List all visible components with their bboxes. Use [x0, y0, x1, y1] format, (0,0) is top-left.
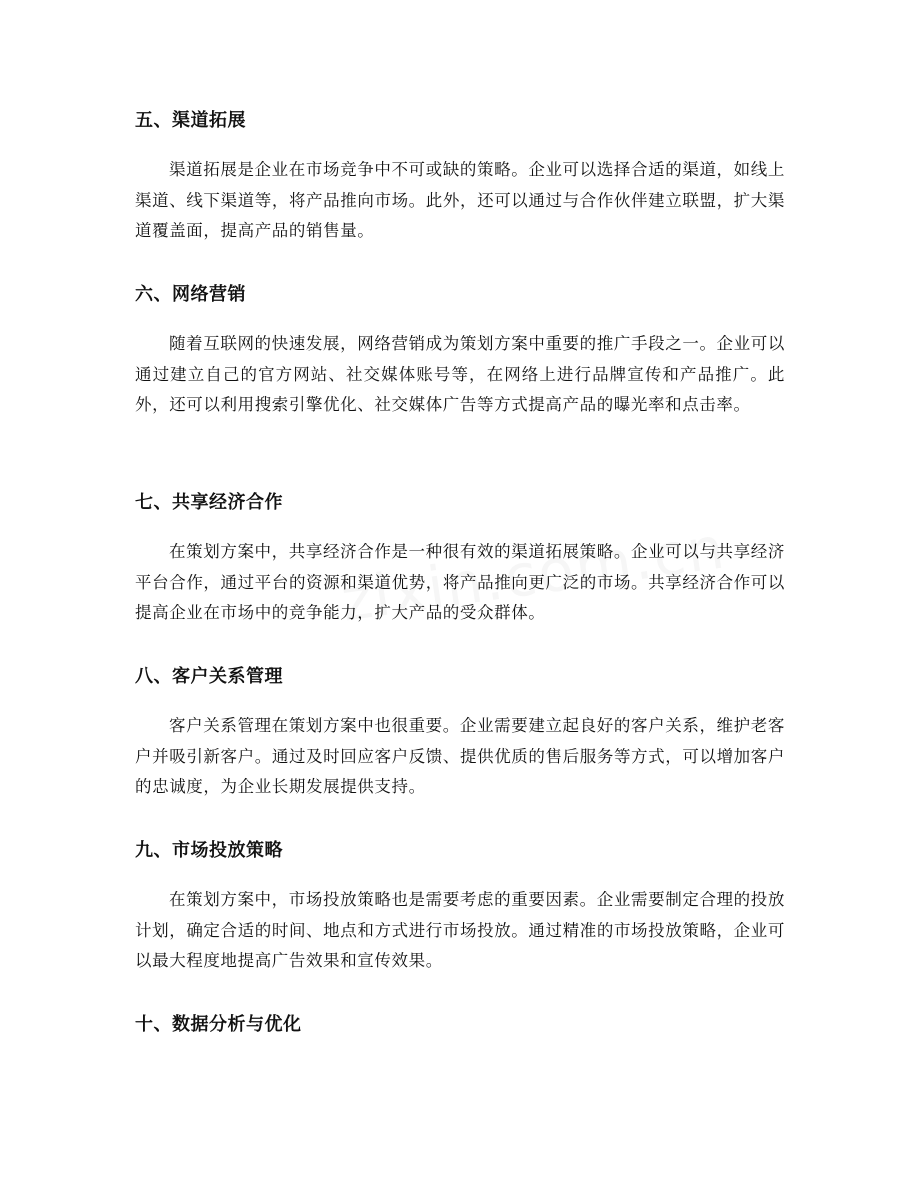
section-sharing-economy [135, 491, 785, 629]
section-heading: 六、网络营销 [135, 284, 246, 305]
section-online-marketing [135, 283, 785, 421]
section-paragraph: 在策划方案中，共享经济合作是一种很有效的渠道拓展策略。企业可以与共享经济平台合作，通过平台的资源和渠道优势，将产品推向更广泛的市场。共享经济合作可以提高企业在市场中的竞争能力，扩大产品的受众群体。 [135, 542, 785, 622]
section-customer-relations [135, 665, 785, 803]
section-paragraph: 渠道拓展是企业在市场竞争中不可或缺的策略。企业可以选择合适的渠道，如线上渠道、线下渠道等，将产品推向市场。此外，还可以通过与合作伙伴建立联盟，扩大渠道覆盖面，提高产品的销售量。 [135, 160, 785, 240]
section-market-placement [135, 839, 785, 977]
section-heading: 十、数据分析与优化 [135, 1014, 302, 1035]
section-paragraph: 随着互联网的快速发展，网络营销成为策划方案中重要的推广手段之一。企业可以通过建立自己的官方网站、社交媒体账号等，在网络上进行品牌宣传和产品推广。此外，还可以利用搜索引擎优化、社交媒体广告等方式提高产品的曝光率和点击率。 [135, 334, 785, 414]
section-heading: 八、客户关系管理 [135, 666, 283, 687]
section-data-analysis [135, 1013, 785, 1037]
section-heading: 五、渠道拓展 [135, 110, 246, 131]
section-heading: 九、市场投放策略 [135, 840, 283, 861]
section-paragraph: 在策划方案中，市场投放策略也是需要考虑的重要因素。企业需要制定合理的投放计划，确定合适的时间、地点和方式进行市场投放。通过精准的市场投放策略，企业可以最大程度地提高广告效果和宣传效果。 [135, 890, 785, 970]
section-channel-expansion [135, 109, 785, 247]
section-paragraph: 客户关系管理在策划方案中也很重要。企业需要建立起良好的客户关系，维护老客户并吸引新客户。通过及时回应客户反馈、提供优质的售后服务等方式，可以增加客户的忠诚度，为企业长期发展提供支持。 [135, 716, 785, 796]
section-heading: 七、共享经济合作 [135, 492, 283, 513]
